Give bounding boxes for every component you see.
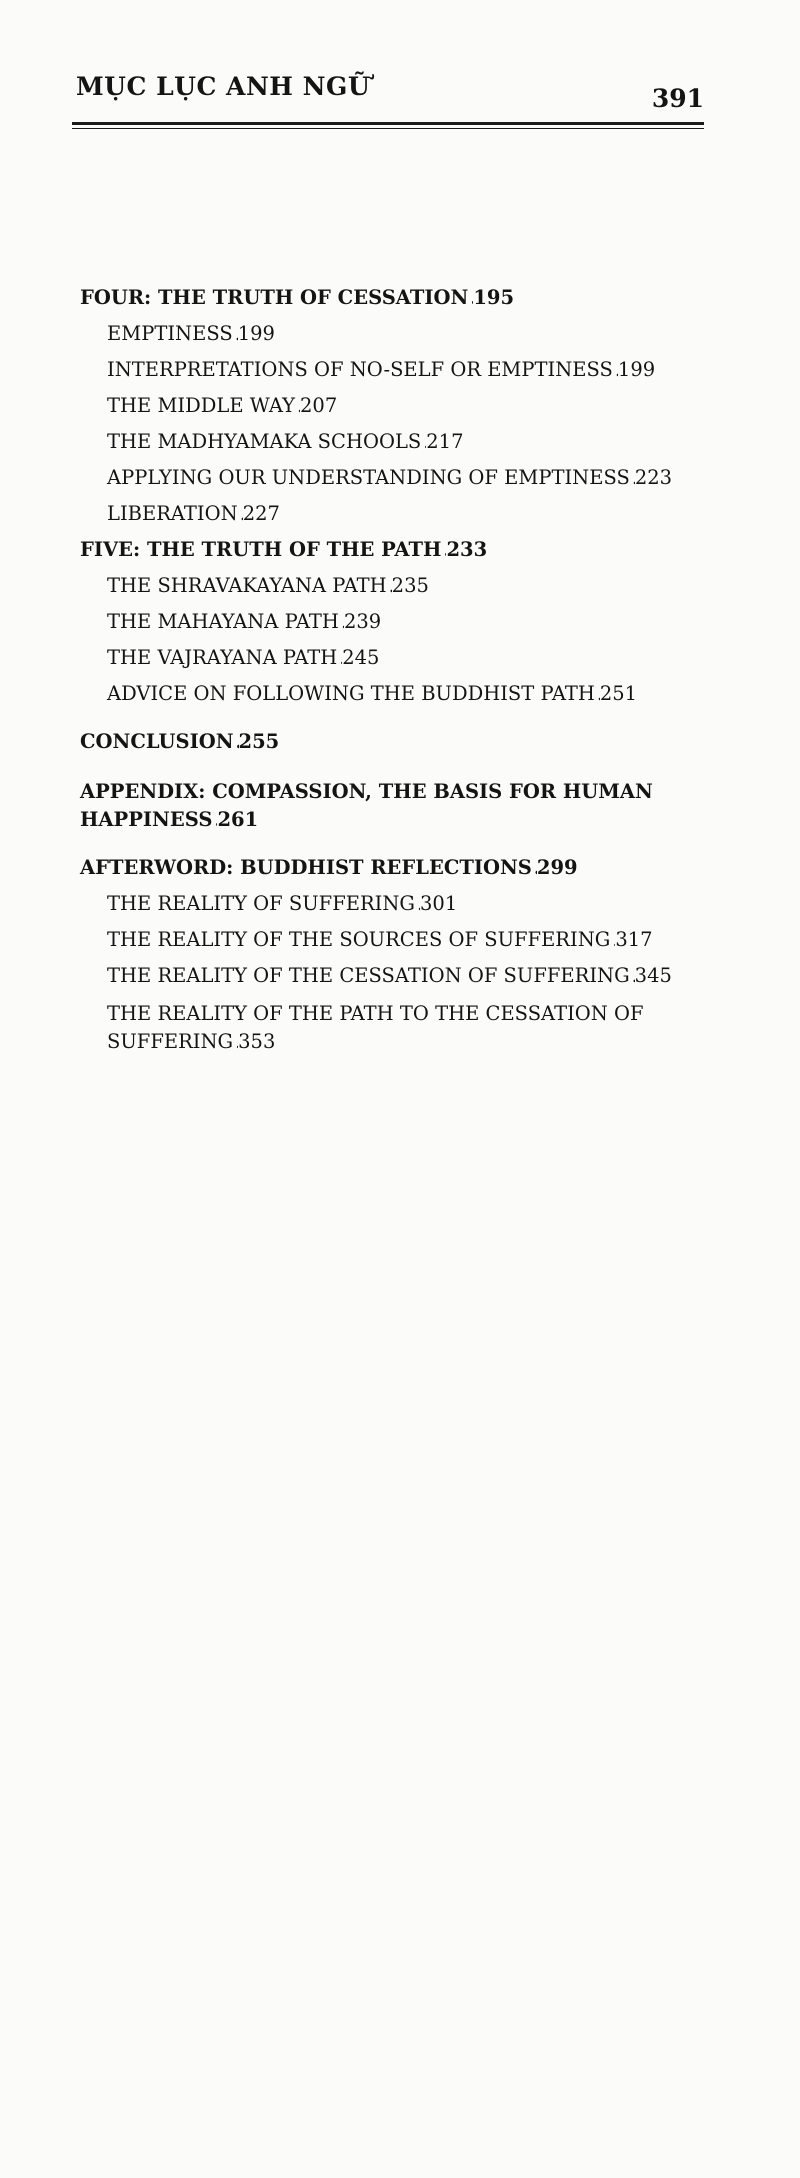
toc-page: 301	[420, 892, 458, 915]
toc-title: FOUR: THE TRUTH OF CESSATION	[80, 286, 469, 309]
toc-title: AFTERWORD: BUDDHIST REFLECTIONS	[80, 856, 532, 879]
toc-title-line2: SUFFERING	[107, 1030, 234, 1053]
toc-title: THE REALITY OF SUFFERING	[107, 892, 416, 915]
toc-page: 345	[634, 964, 672, 987]
toc-title-line2-row	[80, 806, 706, 834]
toc-title: THE VAJRAYANA PATH	[107, 646, 338, 669]
toc-section-vajrayana	[80, 640, 706, 676]
toc-title: THE REALITY OF THE SOURCES OF SUFFERING	[107, 928, 611, 951]
page-number: 391	[651, 84, 704, 113]
toc-title-line2: HAPPINESS	[80, 808, 213, 831]
toc-page: 195	[473, 286, 515, 309]
toc-title: EMPTINESS	[107, 322, 233, 345]
toc-section-shravakayana	[80, 568, 706, 604]
toc-section-mahayana	[80, 604, 706, 640]
toc-title: CONCLUSION	[80, 730, 234, 753]
toc-title-line2-row	[107, 1028, 706, 1056]
toc-page: 245	[342, 646, 380, 669]
toc-chapter-four	[80, 280, 706, 316]
toc-page: 233	[446, 538, 488, 561]
toc-page: 261	[217, 808, 259, 831]
toc-title: THE MAHAYANA PATH	[107, 610, 339, 633]
toc-section-emptiness	[80, 316, 706, 352]
toc-section-middle-way	[80, 388, 706, 424]
running-head: MỤC LỤC ANH NGỮ	[76, 72, 371, 101]
toc-section-liberation	[80, 496, 706, 532]
toc-page: 227	[242, 502, 280, 525]
toc-page: 255	[238, 730, 280, 753]
toc-page: 299	[536, 856, 578, 879]
toc-chapter-conclusion	[80, 724, 706, 760]
toc-page: 239	[343, 610, 382, 633]
toc-title: ADVICE ON FOLLOWING THE BUDDHIST PATH	[107, 682, 595, 705]
toc-page: 199	[617, 358, 656, 381]
toc-title: THE MIDDLE WAY	[107, 394, 296, 417]
toc-title: THE REALITY OF THE CESSATION OF SUFFERING	[107, 964, 630, 987]
toc-title: THE SHRAVAKAYANA PATH	[107, 574, 387, 597]
toc-page: 207	[300, 394, 338, 417]
toc-page: 353	[238, 1030, 276, 1053]
toc-page: 317	[615, 928, 653, 951]
toc-title: THE MADHYAMAKA SCHOOLS	[107, 430, 422, 453]
toc-page: 251	[599, 682, 638, 705]
header-rule-thin	[72, 128, 704, 129]
header-rule-thick	[72, 122, 704, 125]
toc-page: 199	[237, 322, 275, 345]
toc-title: FIVE: THE TRUTH OF THE PATH	[80, 538, 442, 561]
toc-page: 235	[391, 574, 429, 597]
toc-title-line1: THE REALITY OF THE PATH TO THE CESSATION OF	[107, 1002, 644, 1025]
toc-title: INTERPRETATIONS OF NO-SELF OR EMPTINESS	[107, 358, 613, 381]
toc-page: 223	[634, 466, 673, 489]
toc-page: 217	[426, 430, 464, 453]
toc-title: LIBERATION	[107, 502, 238, 525]
toc-title-line1: APPENDIX: COMPASSION, THE BASIS FOR HUMAN	[80, 780, 653, 803]
table-of-contents	[80, 280, 706, 1056]
toc-title: APPLYING OUR UNDERSTANDING OF EMPTINESS	[107, 466, 630, 489]
